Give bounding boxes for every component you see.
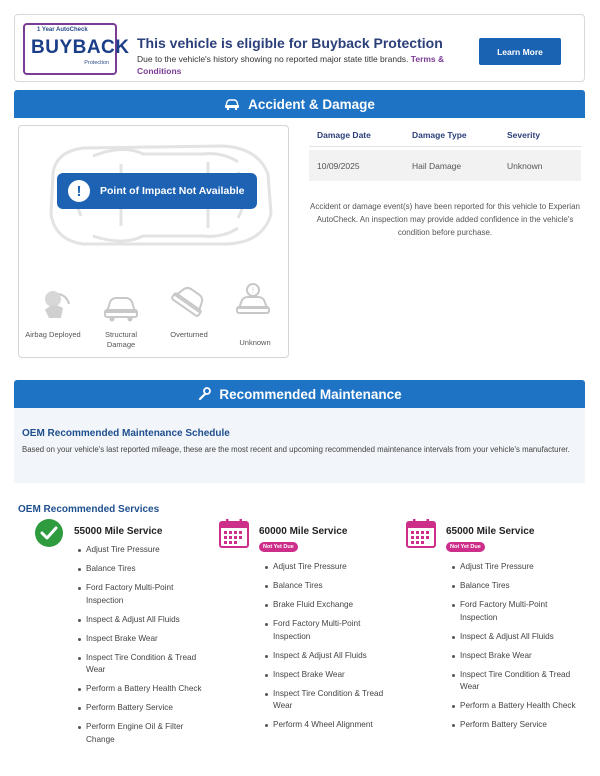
learn-more-button[interactable]: Learn More (479, 38, 561, 65)
list-item: Inspect Brake Wear (78, 633, 202, 646)
list-item: Inspect Tire Condition & Tread Wear (265, 688, 389, 713)
list-item: Perform Battery Service (452, 719, 576, 732)
service-items (452, 561, 576, 738)
service-name: 60000 Mile Service (259, 526, 348, 537)
list-item: Inspect & Adjust All Fluids (78, 614, 202, 627)
point-of-impact-text: Point of Impact Not Available (100, 185, 245, 197)
list-item: Ford Factory Multi-Point Inspection (265, 618, 389, 643)
list-item: Inspect & Adjust All Fluids (452, 631, 576, 644)
list-item: Inspect Tire Condition & Tread Wear (452, 669, 576, 694)
oem-schedule-title: OEM Recommended Maintenance Schedule (22, 428, 230, 439)
service-name: 55000 Mile Service (74, 526, 163, 537)
damage-note: Accident or damage event(s) have been reported for this vehicle to Experian AutoCheck. An inspection may provide added confidence in the vehicle's condition before purchase. (310, 202, 580, 237)
structural-damage-icon (101, 290, 141, 324)
damage-date-cell: 10/09/2025 (317, 160, 360, 171)
damage-type-header: Damage Type (412, 129, 467, 140)
list-item: Balance Tires (265, 580, 389, 593)
svg-text:!: ! (251, 286, 255, 295)
damage-table (309, 123, 581, 181)
structural-damage-label: Structural Damage (104, 330, 138, 349)
buyback-description (137, 53, 477, 77)
service-items (78, 544, 202, 753)
list-item: Inspect & Adjust All Fluids (265, 650, 389, 663)
list-item: Inspect Tire Condition & Tread Wear (78, 652, 202, 677)
list-item: Adjust Tire Pressure (78, 544, 202, 557)
damage-date-header: Damage Date (317, 129, 371, 140)
severity-cell: Unknown (507, 160, 543, 171)
list-item: Balance Tires (78, 563, 202, 576)
calendar-icon (406, 518, 436, 548)
car-crash-icon (224, 98, 240, 110)
service-items (265, 561, 389, 738)
buyback-logo (23, 23, 130, 75)
accident-damage-title: Accident & Damage (248, 96, 375, 112)
list-item: Perform 4 Wheel Alignment (265, 719, 389, 732)
damage-table-header (309, 123, 581, 147)
overturned-label: Overturned (170, 330, 208, 339)
terms-conditions-link[interactable]: Terms & Conditions (137, 54, 445, 76)
unknown-damage-icon (233, 282, 273, 316)
list-item: Perform Battery Service (78, 702, 202, 715)
list-item: Adjust Tire Pressure (265, 561, 389, 574)
airbag-icon (35, 288, 75, 322)
wrench-icon (197, 387, 211, 401)
buyback-title: This vehicle is eligible for Buyback Protection (137, 35, 443, 51)
damage-diagram-card (18, 125, 289, 358)
exclamation-icon: ! (68, 180, 90, 202)
overturned-icon (169, 284, 209, 318)
check-circle-icon (34, 518, 64, 548)
buyback-banner (14, 14, 585, 82)
severity-header: Severity (507, 129, 541, 140)
service-name: 65000 Mile Service (446, 526, 535, 537)
list-item: Balance Tires (452, 580, 576, 593)
list-item: Ford Factory Multi-Point Inspection (78, 582, 202, 607)
list-item: Perform Engine Oil & Filter Change (78, 721, 202, 746)
oem-schedule-description: Based on your vehicle's last reported mileage, these are the most recent and upcoming recommended maintenance intervals from your vehicle's manufacturer. (22, 445, 570, 454)
list-item: Inspect Brake Wear (452, 650, 576, 663)
not-yet-due-badge: Not Yet Due (446, 542, 485, 552)
oem-services-title: OEM Recommended Services (18, 504, 160, 515)
list-item: Inspect Brake Wear (265, 669, 389, 682)
buyback-logo-small: 1 Year AutoCheck (37, 27, 88, 33)
buyback-logo-protection: Protection (84, 60, 109, 66)
buyback-description-text: Due to the vehicle's history showing no reported major state title brands. (137, 54, 409, 64)
not-yet-due-badge: Not Yet Due (259, 542, 298, 552)
recommended-maintenance-header (14, 380, 585, 408)
list-item: Perform a Battery Health Check (452, 700, 576, 713)
unknown-label: Unknown (239, 338, 271, 347)
table-row (309, 150, 581, 181)
recommended-maintenance-title: Recommended Maintenance (219, 386, 402, 402)
damage-type-cell: Hail Damage (412, 160, 462, 171)
list-item: Adjust Tire Pressure (452, 561, 576, 574)
accident-damage-header (14, 90, 585, 118)
point-of-impact-badge (57, 173, 257, 209)
buyback-logo-big: BUYBACK (31, 37, 130, 58)
list-item: Perform a Battery Health Check (78, 683, 202, 696)
list-item: Ford Factory Multi-Point Inspection (452, 599, 576, 624)
calendar-icon (219, 518, 249, 548)
list-item: Brake Fluid Exchange (265, 599, 389, 612)
airbag-deployed-label: Airbag Deployed (25, 330, 81, 339)
